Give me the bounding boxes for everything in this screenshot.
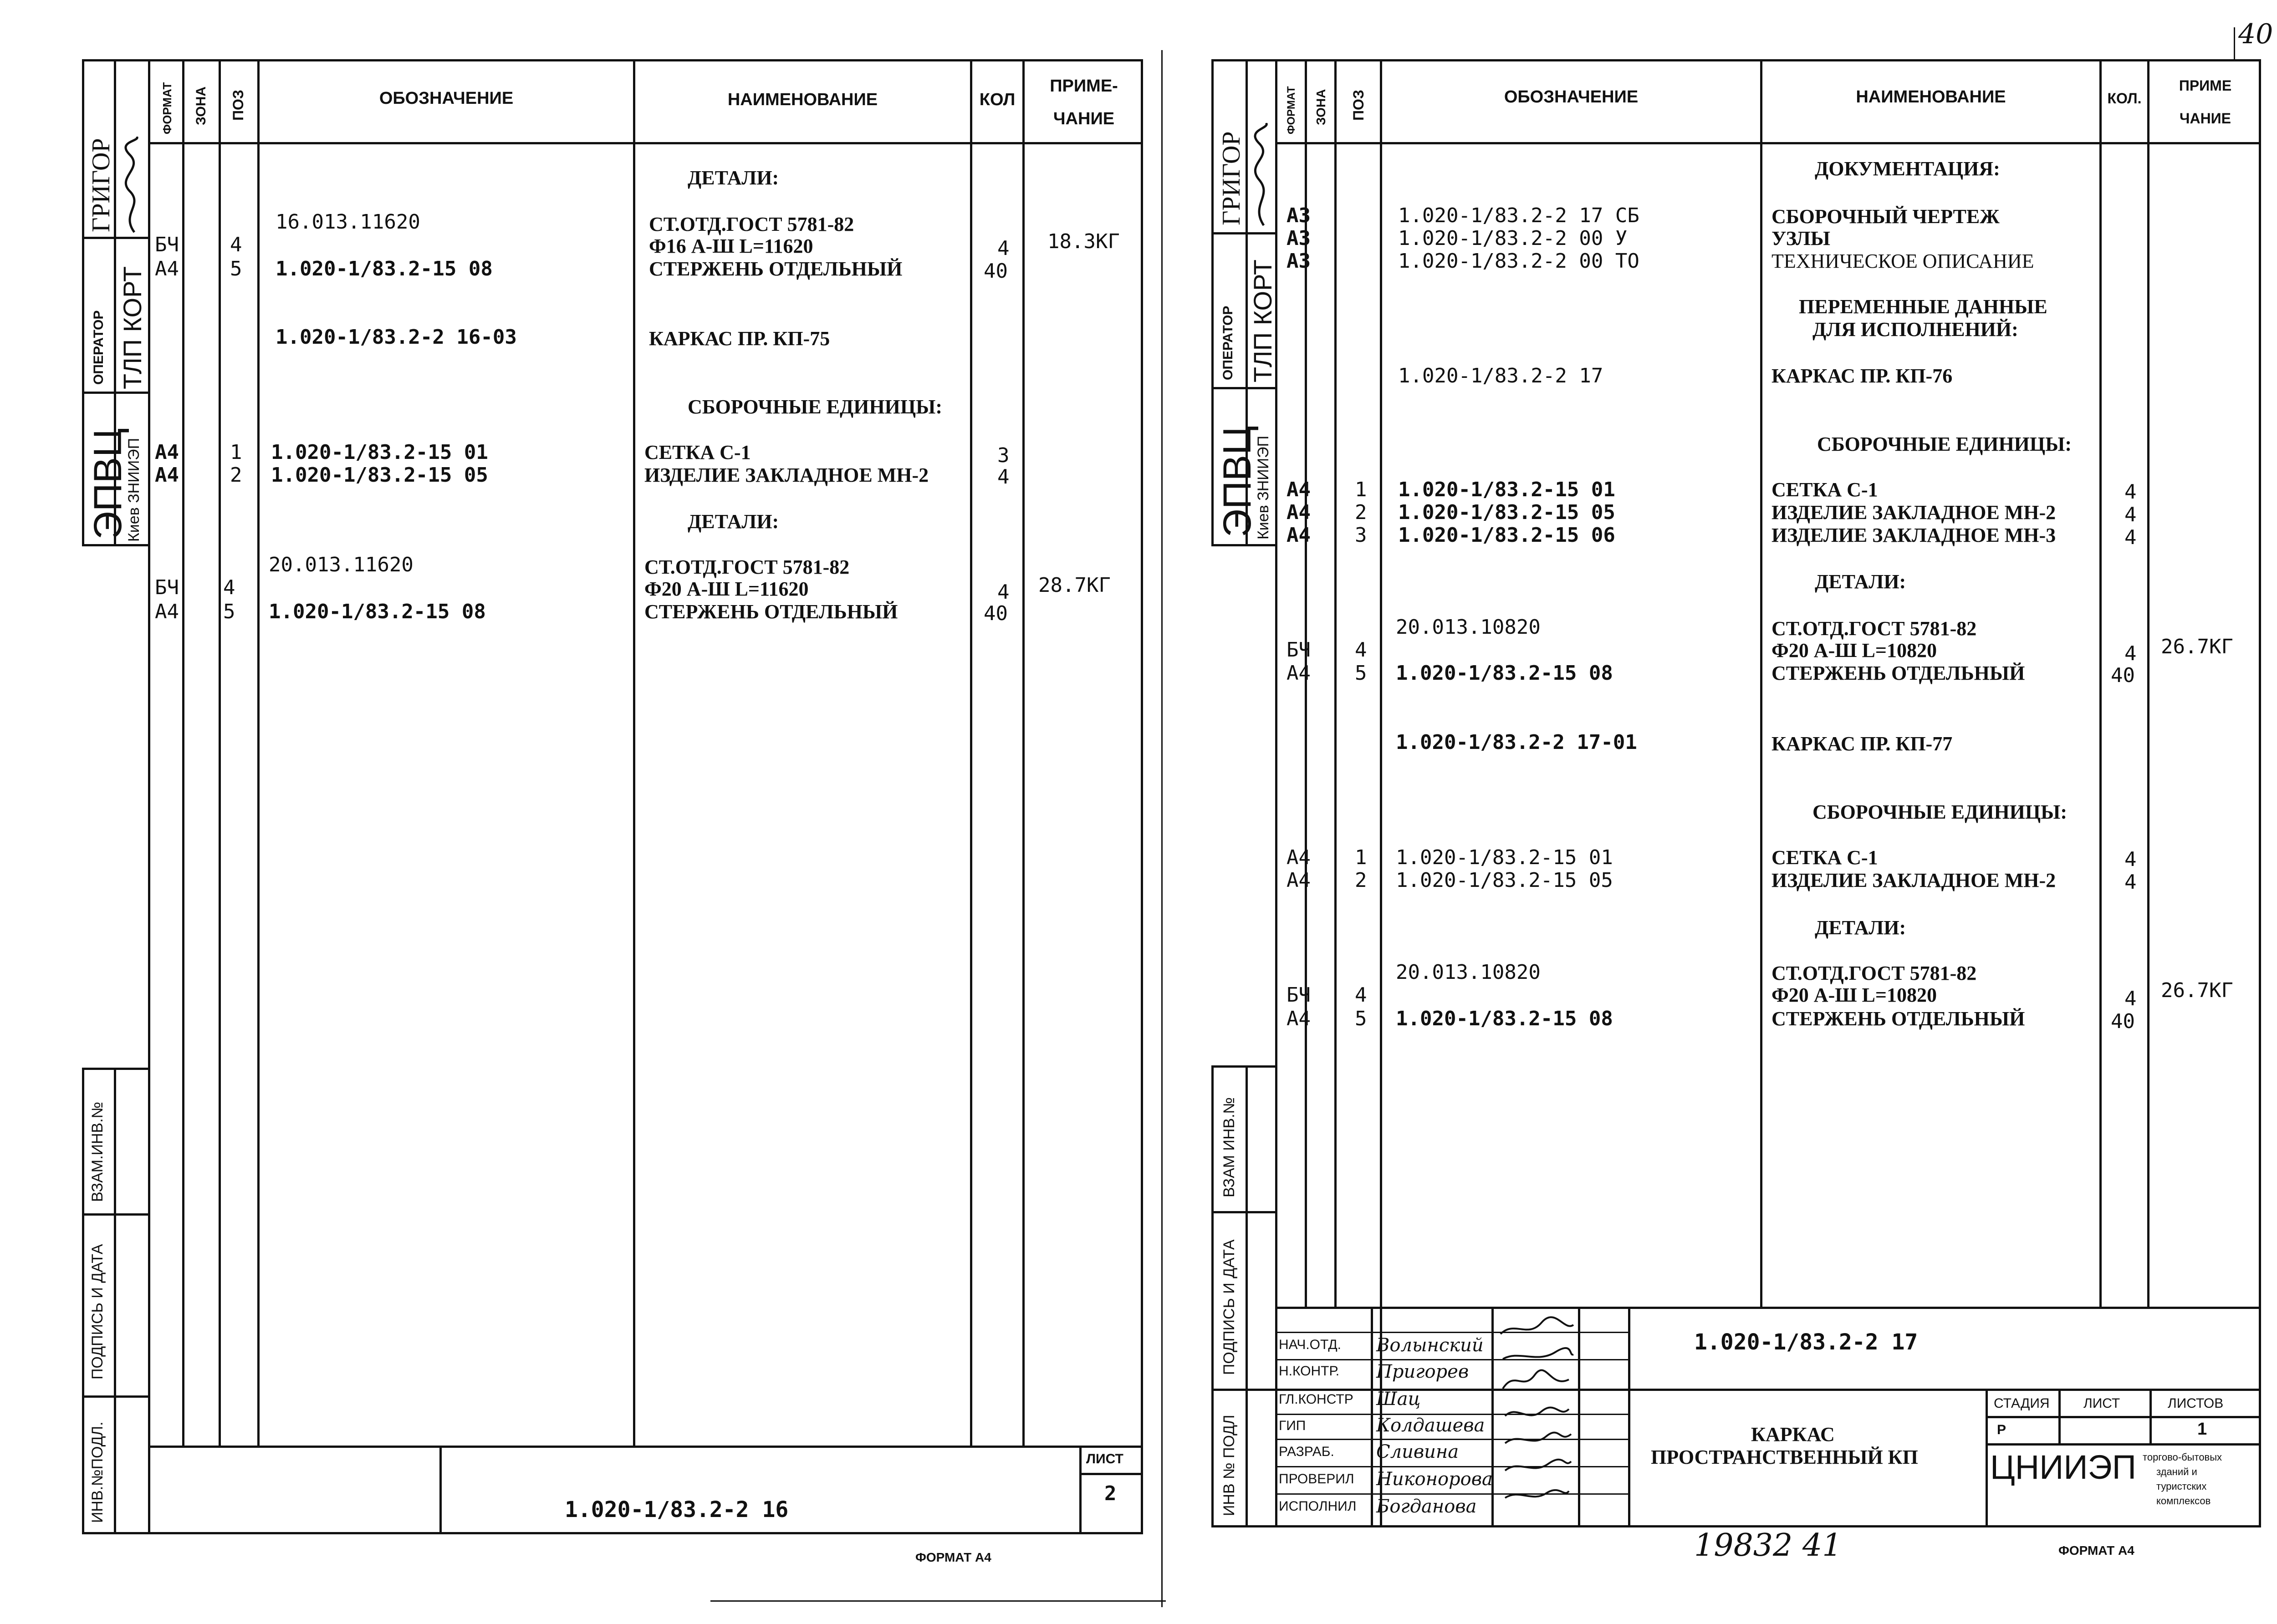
r-hdr-zone: ЗОНА [1314, 89, 1328, 125]
left-row-11-fmt: А4 [155, 600, 179, 623]
right-row-8-pos: 1 [1355, 478, 1367, 501]
right-row-1-des: 1.020-1/83.2-2 17 СБ [1398, 204, 1639, 227]
handwritten-number: 19832 41 [1694, 1527, 1842, 1563]
left-row-3-pos: 5 [230, 257, 242, 280]
r-hdr-pos: ПОЗ [1350, 90, 1367, 121]
right-row-3-fmt: А3 [1287, 249, 1311, 273]
r-hdr-qty: КОЛ. [2107, 90, 2142, 107]
right-row-7-name: СБОРОЧНЫЕ ЕДИНИЦЫ: [1817, 433, 2072, 455]
left-row-4-des: 1.020-1/83.2-2 16-03 [276, 326, 517, 349]
right-row-18-fmt: А4 [1287, 869, 1311, 892]
right-row-6-name: КАРКАС ПР. КП-76 [1772, 365, 1953, 387]
r-stamp-vzam: ВЗАМ ИНВ.№ [1220, 1097, 1238, 1197]
right-row-22-des: 1.020-1/83.2-15 08 [1396, 1007, 1613, 1030]
hdr-designation: ОБОЗНАЧЕНИЕ [379, 89, 514, 108]
left-row-7-qty: 4 [997, 465, 1010, 489]
stamp-tlpkort: ТЛП КОРТ [118, 266, 147, 389]
right-row-6-des: 1.020-1/83.2-2 17 [1398, 364, 1603, 387]
right-row-17-pos: 1 [1355, 846, 1367, 869]
right-row-0-name: ДОКУМЕНТАЦИЯ: [1815, 158, 2000, 180]
right-row-8-name: СЕТКА С-1 [1772, 479, 1878, 501]
tb-sheets: 1 [2197, 1420, 2207, 1439]
role-2: ГЛ.КОНСТР [1279, 1392, 1353, 1407]
right-row-21-qty: 4 [2124, 987, 2137, 1010]
right-row-21-name: Ф20 А-Ш L=10820 [1772, 984, 1937, 1006]
tb-org-desc-1: торгово-бытовых [2143, 1451, 2222, 1463]
left-row-3-des: 1.020-1/83.2-15 08 [276, 257, 493, 280]
right-row-8-fmt: А4 [1287, 478, 1311, 501]
right-row-18-qty: 4 [2124, 871, 2137, 894]
tb-sheet-label: ЛИСТ [2083, 1396, 2120, 1411]
r-signature-grigor [1248, 123, 1277, 228]
role-4: РАЗРАБ. [1279, 1444, 1334, 1459]
signature-grigor [116, 137, 150, 237]
right-row-17-fmt: А4 [1287, 846, 1311, 869]
r-hdr-note-2: ЧАНИЕ [2179, 110, 2231, 127]
hdr-qty: КОЛ [979, 90, 1016, 109]
hdr-name: НАИМЕНОВАНИЕ [727, 90, 878, 109]
name-1: Пригорев [1376, 1361, 1469, 1382]
r-stamp-podpis: ПОДПИСЬ И ДАТА [1220, 1239, 1238, 1375]
right-row-9-pos: 2 [1355, 501, 1367, 524]
left-row-3-qty: 40 [984, 260, 1008, 283]
right-row-20-des: 20.013.10820 [1396, 961, 1541, 984]
stamp-epvc: ЭПВЦ [86, 428, 130, 540]
left-row-10-name: Ф20 А-Ш L=11620 [644, 578, 809, 600]
hdr-zone: ЗОНА [194, 86, 209, 125]
role-5: ПРОВЕРИЛ [1279, 1471, 1354, 1487]
right-row-21-fmt: БЧ [1287, 983, 1311, 1007]
right-row-12-name: СТ.ОТД.ГОСТ 5781-82 [1772, 617, 1977, 640]
tb-org-desc-3: туристских [2156, 1481, 2207, 1492]
right-row-9-fmt: А4 [1287, 501, 1311, 524]
left-format-footer: ФОРМАТ А4 [915, 1550, 991, 1564]
left-row-11-qty: 40 [984, 602, 1008, 625]
hdr-format: ФОРМАТ [160, 82, 174, 134]
hdr-pos: ПОЗ [230, 90, 246, 121]
right-row-13-fmt: БЧ [1287, 638, 1311, 662]
right-row-9-qty: 4 [2124, 503, 2137, 526]
left-row-6-fmt: А4 [155, 441, 179, 464]
tb-org-desc-4: комплексов [2156, 1495, 2211, 1507]
r-stamp-epvc: ЭПВЦ [1215, 426, 1259, 537]
right-row-2-fmt: А3 [1287, 227, 1311, 250]
signatures [1496, 1311, 1578, 1525]
r-stamp-kiev: Киев ЗНИИЭП [1255, 435, 1272, 540]
left-row-2-pos: 4 [230, 233, 242, 256]
left-row-7-des: 1.020-1/83.2-15 05 [271, 463, 488, 487]
right-row-2-des: 1.020-1/83.2-2 00 У [1398, 227, 1628, 250]
right-row-17-name: СЕТКА С-1 [1772, 846, 1878, 869]
left-sheet-label: ЛИСТ [1086, 1451, 1123, 1466]
right-row-15-des: 1.020-1/83.2-2 17-01 [1396, 731, 1637, 754]
right-row-20-name: СТ.ОТД.ГОСТ 5781-82 [1772, 962, 1977, 984]
right-row-10-pos: 3 [1355, 524, 1367, 547]
left-row-11-pos: 5 [223, 600, 235, 623]
right-row-14-des: 1.020-1/83.2-15 08 [1396, 662, 1613, 685]
right-row-13-note: 26.7КГ [2161, 635, 2233, 658]
r-hdr-note-1: ПРИМЕ [2179, 77, 2232, 94]
hdr-note-1: ПРИМЕ- [1050, 76, 1118, 96]
left-row-11-des: 1.020-1/83.2-15 08 [269, 600, 486, 623]
right-row-10-name: ИЗДЕЛИЕ ЗАКЛАДНОЕ МН-3 [1772, 524, 2056, 546]
right-row-18-pos: 2 [1355, 869, 1367, 892]
left-row-10-fmt: БЧ [155, 576, 179, 599]
right-row-9-name: ИЗДЕЛИЕ ЗАКЛАДНОЕ МН-2 [1772, 501, 2056, 524]
left-row-9-des: 20.013.11620 [269, 553, 414, 576]
right-row-14-qty: 40 [2111, 664, 2135, 687]
stamp-invpodl: ИНВ.№ПОДЛ. [89, 1421, 106, 1523]
tb-title-1: КАРКАС [1751, 1423, 1835, 1446]
left-row-2-fmt: БЧ [155, 233, 179, 256]
right-row-21-note: 26.7КГ [2161, 979, 2233, 1002]
left-row-2-name: Ф16 А-Ш L=11620 [649, 235, 813, 257]
tb-org: ЦНИИЭП [1990, 1448, 2136, 1486]
left-row-5-name: СБОРОЧНЫЕ ЕДИНИЦЫ: [688, 396, 942, 418]
right-row-14-name: СТЕРЖЕНЬ ОТДЕЛЬНЫЙ [1772, 662, 2025, 684]
stamp-operator: ОПЕРАТОР [91, 310, 106, 385]
right-row-8-qty: 4 [2124, 480, 2137, 504]
right-row-9-des: 1.020-1/83.2-15 05 [1398, 501, 1615, 524]
r-stamp-grigor: ГРИГОР [1217, 131, 1246, 225]
left-row-10-qty: 4 [997, 580, 1010, 604]
name-5: Никонорова [1376, 1469, 1493, 1490]
left-row-1-des: 16.013.11620 [276, 210, 420, 234]
corner-number: 40 [2238, 18, 2273, 50]
right-row-21-pos: 4 [1355, 983, 1367, 1007]
left-row-10-note: 28.7КГ [1038, 574, 1111, 597]
right-row-8-des: 1.020-1/83.2-15 01 [1398, 478, 1615, 501]
left-sheet-no: 2 [1104, 1482, 1117, 1505]
left-row-6-name: СЕТКА С-1 [644, 441, 751, 463]
left-row-8-name: ДЕТАЛИ: [688, 510, 779, 533]
right-row-10-des: 1.020-1/83.2-15 06 [1398, 524, 1615, 547]
tb-stage: Р [1997, 1422, 2006, 1437]
r-hdr-format: ФОРМАТ [1285, 86, 1297, 134]
left-row-4-name: КАРКАС ПР. КП-75 [649, 327, 830, 350]
name-2: Шац [1376, 1389, 1421, 1410]
left-row-1-name: СТ.ОТД.ГОСТ 5781-82 [649, 213, 854, 235]
left-row-3-fmt: А4 [155, 257, 179, 280]
left-doc-code: 1.020-1/83.2-2 16 [565, 1497, 789, 1522]
role-3: ГИП [1279, 1418, 1306, 1433]
r-stamp-operator: ОПЕРАТОР [1220, 305, 1236, 380]
right-row-1-fmt: А3 [1287, 204, 1311, 227]
right-row-22-qty: 40 [2111, 1010, 2135, 1033]
stamp-grigor: ГРИГОР [87, 138, 115, 232]
right-row-1-name: СБОРОЧНЫЙ ЧЕРТЕЖ [1772, 205, 2000, 228]
r-hdr-designation: ОБОЗНАЧЕНИЕ [1504, 87, 1639, 107]
right-row-17-des: 1.020-1/83.2-15 01 [1396, 846, 1613, 869]
left-row-7-name: ИЗДЕЛИЕ ЗАКЛАДНОЕ МН-2 [644, 464, 929, 486]
left-row-6-pos: 1 [230, 441, 242, 464]
right-row-16-name: СБОРОЧНЫЕ ЕДИНИЦЫ: [1812, 801, 2067, 823]
right-row-10-qty: 4 [2124, 526, 2137, 549]
left-row-3-name: СТЕРЖЕНЬ ОТДЕЛЬНЫЙ [649, 258, 903, 280]
right-row-10-fmt: А4 [1287, 524, 1311, 547]
right-row-4-name: ПЕРЕМЕННЫЕ ДАННЫЕ [1799, 295, 2047, 318]
left-row-2-note: 18.3КГ [1047, 230, 1120, 253]
right-row-14-fmt: А4 [1287, 662, 1311, 685]
name-4: Сливина [1376, 1441, 1459, 1462]
right-row-3-des: 1.020-1/83.2-2 00 ТО [1398, 249, 1639, 273]
role-6: ИСПОЛНИЛ [1279, 1499, 1357, 1514]
left-row-9-name: СТ.ОТД.ГОСТ 5781-82 [644, 556, 850, 578]
right-row-5-name: ДЛЯ ИСПОЛНЕНИЙ: [1812, 318, 2018, 341]
role-1: Н.КОНТР. [1279, 1364, 1340, 1379]
right-row-19-name: ДЕТАЛИ: [1815, 916, 1906, 939]
left-row-11-name: СТЕРЖЕНЬ ОТДЕЛЬНЫЙ [644, 601, 898, 623]
role-0: НАЧ.ОТД. [1279, 1337, 1341, 1352]
name-0: Волынский [1376, 1335, 1484, 1356]
right-row-13-qty: 4 [2124, 642, 2137, 665]
left-row-10-pos: 4 [223, 576, 235, 599]
left-row-6-qty: 3 [997, 444, 1010, 467]
tb-org-desc-2: зданий и [2156, 1466, 2197, 1477]
name-6: Богданова [1376, 1496, 1477, 1517]
right-row-17-qty: 4 [2124, 848, 2137, 871]
right-row-18-name: ИЗДЕЛИЕ ЗАКЛАДНОЕ МН-2 [1772, 869, 2056, 891]
tb-sheets-label: ЛИСТОВ [2168, 1396, 2224, 1411]
hdr-note-2: ЧАНИЕ [1053, 109, 1115, 128]
right-format-footer: ФОРМАТ А4 [2058, 1543, 2134, 1558]
right-row-13-name: Ф20 А-Ш L=10820 [1772, 639, 1937, 662]
r-stamp-invpodl: ИНВ № ПОДЛ [1220, 1415, 1238, 1516]
left-row-2-qty: 4 [997, 237, 1010, 260]
right-row-13-pos: 4 [1355, 638, 1367, 662]
right-row-12-des: 20.013.10820 [1396, 616, 1541, 639]
tb-doc-code: 1.020-1/83.2-2 17 [1694, 1329, 1918, 1355]
left-row-6-des: 1.020-1/83.2-15 01 [271, 441, 488, 464]
right-row-22-fmt: А4 [1287, 1007, 1311, 1030]
r-stamp-tlpkort: ТЛП КОРТ [1248, 259, 1277, 382]
tb-title-2: ПРОСТРАНСТВЕННЫЙ КП [1651, 1446, 1918, 1468]
tb-stage-label: СТАДИЯ [1994, 1396, 2050, 1411]
name-3: Колдашева [1376, 1415, 1485, 1436]
right-row-22-name: СТЕРЖЕНЬ ОТДЕЛЬНЫЙ [1772, 1008, 2025, 1030]
stamp-podpis: ПОДПИСЬ И ДАТА [89, 1244, 106, 1380]
right-row-22-pos: 5 [1355, 1007, 1367, 1030]
right-row-2-name: УЗЛЫ [1772, 227, 1830, 249]
right-row-3-name: ТЕХНИЧЕСКОЕ ОПИСАНИЕ [1772, 250, 2034, 272]
r-hdr-name: НАИМЕНОВАНИЕ [1856, 87, 2006, 107]
right-row-11-name: ДЕТАЛИ: [1815, 570, 1906, 593]
stamp-kiev: Киев ЗНИИЭП [125, 438, 143, 542]
left-row-7-fmt: А4 [155, 463, 179, 487]
left-row-7-pos: 2 [230, 463, 242, 487]
right-row-14-pos: 5 [1355, 662, 1367, 685]
stamp-vzam: ВЗАМ.ИНВ.№ [89, 1101, 106, 1202]
right-row-18-des: 1.020-1/83.2-15 05 [1396, 869, 1613, 892]
left-row-0-name: ДЕТАЛИ: [688, 167, 779, 189]
right-row-15-name: КАРКАС ПР. КП-77 [1772, 733, 1953, 755]
